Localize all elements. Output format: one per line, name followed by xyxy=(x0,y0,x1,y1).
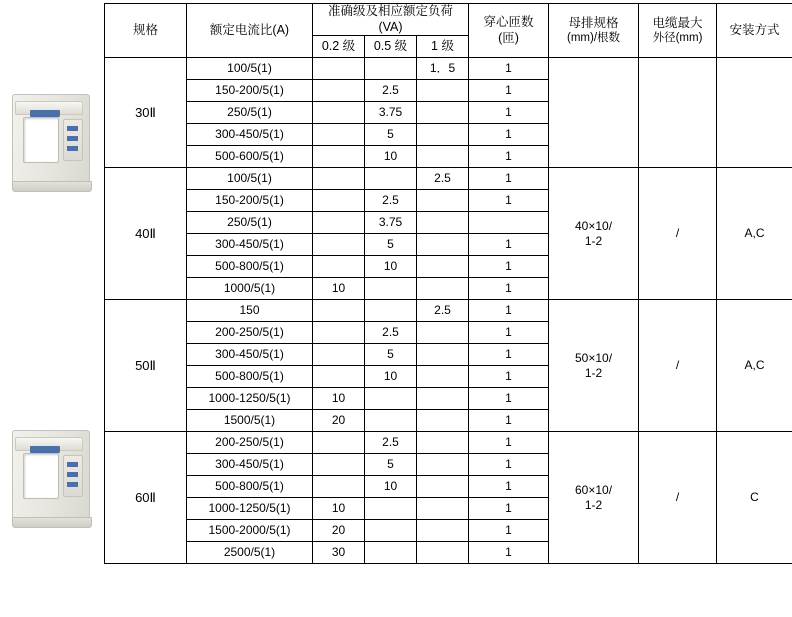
header-class-05: 0.5 级 xyxy=(365,36,417,58)
transformer-base xyxy=(12,181,92,192)
cell-turns: 1 xyxy=(469,542,549,564)
cell-class-1 xyxy=(417,256,469,278)
cell-class-05: 3.75 xyxy=(365,212,417,234)
cell-class-05 xyxy=(365,58,417,80)
table-row xyxy=(105,168,792,190)
cell-turns: 1 xyxy=(469,146,549,168)
header-cable-unit: 外径(mm) xyxy=(652,32,703,45)
cell-class-1 xyxy=(417,212,469,234)
cell-class-1 xyxy=(417,278,469,300)
cell-turns: 1 xyxy=(469,410,549,432)
cell-class-05: 2.5 xyxy=(365,190,417,212)
cell-ratio: 1000-1250/5(1) xyxy=(187,498,313,520)
cell-class-05 xyxy=(365,300,417,322)
terminal-screw xyxy=(67,136,78,141)
transformer-terminal-block xyxy=(63,455,83,497)
cell-busbar xyxy=(549,58,639,168)
cell-class-02 xyxy=(313,454,365,476)
cell-class-02 xyxy=(313,124,365,146)
transformer-body xyxy=(12,94,90,184)
cell-turns: 1 xyxy=(469,102,549,124)
terminal-screw xyxy=(67,146,78,151)
cell-class-02 xyxy=(313,344,365,366)
transformer-window xyxy=(23,117,59,163)
cell-class-1 xyxy=(417,344,469,366)
cell-ratio: 100/5(1) xyxy=(187,58,313,80)
cell-class-02: 20 xyxy=(313,410,365,432)
cell-class-02: 30 xyxy=(313,542,365,564)
cell-ratio: 200-250/5(1) xyxy=(187,322,313,344)
cell-turns: 1 xyxy=(469,278,549,300)
cell-turns: 1 xyxy=(469,454,549,476)
cell-class-05: 5 xyxy=(365,234,417,256)
cell-turns: 1 xyxy=(469,366,549,388)
cell-ratio: 200-250/5(1) xyxy=(187,432,313,454)
cell-class-05: 10 xyxy=(365,476,417,498)
cell-cable: / xyxy=(639,168,717,300)
cell-mount: C xyxy=(717,432,792,564)
cell-ratio: 1500-2000/5(1) xyxy=(187,520,313,542)
cell-class-05 xyxy=(365,520,417,542)
header-accuracy-unit: (VA) xyxy=(378,19,403,34)
table-row xyxy=(105,300,792,322)
header-cable xyxy=(639,4,717,58)
cell-ratio: 300-450/5(1) xyxy=(187,234,313,256)
table-header xyxy=(105,4,792,58)
cell-turns: 1 xyxy=(469,498,549,520)
header-spec: 规格 xyxy=(105,4,187,58)
header-busbar-title: 母排规格 xyxy=(568,15,619,30)
table-row xyxy=(105,58,792,80)
header-turns-unit: (匝) xyxy=(498,30,519,45)
cell-class-1 xyxy=(417,190,469,212)
cell-class-1 xyxy=(417,322,469,344)
cell-mount: A,C xyxy=(717,300,792,432)
transformer-top-bar xyxy=(15,101,83,115)
cell-class-05 xyxy=(365,542,417,564)
header-cable-title: 电缆最大 xyxy=(652,15,703,30)
cell-turns: 1 xyxy=(469,476,549,498)
cell-class-02 xyxy=(313,322,365,344)
current-transformer-photo xyxy=(8,414,94,526)
cell-turns: 1 xyxy=(469,234,549,256)
cell-class-1 xyxy=(417,454,469,476)
cell-mount xyxy=(717,58,792,168)
cell-ratio: 300-450/5(1) xyxy=(187,124,313,146)
cell-class-05 xyxy=(365,410,417,432)
busbar-count: 1-2 xyxy=(584,365,603,380)
cell-class-05: 5 xyxy=(365,124,417,146)
transformer-window xyxy=(23,453,59,499)
cell-class-02 xyxy=(313,234,365,256)
cell-class-02: 20 xyxy=(313,520,365,542)
cell-spec: 60Ⅱ xyxy=(105,432,187,564)
cell-class-05 xyxy=(365,498,417,520)
cell-ratio: 150-200/5(1) xyxy=(187,190,313,212)
cell-class-1 xyxy=(417,80,469,102)
header-turns xyxy=(469,4,549,58)
cell-class-1 xyxy=(417,146,469,168)
cell-spec: 50Ⅱ xyxy=(105,300,187,432)
cell-class-1 xyxy=(417,432,469,454)
cell-mount: A,C xyxy=(717,168,792,300)
cell-class-02 xyxy=(313,146,365,168)
cell-ratio: 250/5(1) xyxy=(187,102,313,124)
cell-class-02 xyxy=(313,476,365,498)
cell-class-02 xyxy=(313,366,365,388)
cell-class-1 xyxy=(417,542,469,564)
terminal-screw xyxy=(67,482,78,487)
cell-ratio: 1000/5(1) xyxy=(187,278,313,300)
transformer-body xyxy=(12,430,90,520)
specification-table xyxy=(104,3,792,564)
cell-turns: 1 xyxy=(469,58,549,80)
cell-class-02 xyxy=(313,212,365,234)
cell-ratio: 100/5(1) xyxy=(187,168,313,190)
cell-class-05: 10 xyxy=(365,146,417,168)
cell-class-1: 2.5 xyxy=(417,168,469,190)
transformer-top-bar xyxy=(15,437,83,451)
cell-busbar xyxy=(549,432,639,564)
cell-cable xyxy=(639,58,717,168)
cell-class-05 xyxy=(365,168,417,190)
cell-class-05 xyxy=(365,388,417,410)
cell-ratio: 1500/5(1) xyxy=(187,410,313,432)
cell-class-02: 10 xyxy=(313,278,365,300)
cell-class-05: 3.75 xyxy=(365,102,417,124)
cell-class-1 xyxy=(417,410,469,432)
cell-turns: 1 xyxy=(469,80,549,102)
busbar-size: 40×10/ xyxy=(574,218,613,233)
cell-class-02 xyxy=(313,432,365,454)
cell-busbar xyxy=(549,300,639,432)
cell-class-05: 5 xyxy=(365,344,417,366)
cell-ratio: 500-800/5(1) xyxy=(187,366,313,388)
cell-ratio: 2500/5(1) xyxy=(187,542,313,564)
cell-ratio: 300-450/5(1) xyxy=(187,454,313,476)
cell-ratio: 250/5(1) xyxy=(187,212,313,234)
cell-turns: 1 xyxy=(469,344,549,366)
transformer-nameplate xyxy=(30,110,60,117)
cell-turns: 1 xyxy=(469,520,549,542)
cell-cable: / xyxy=(639,432,717,564)
header-busbar xyxy=(549,4,639,58)
cell-class-02 xyxy=(313,190,365,212)
cell-class-02: 10 xyxy=(313,498,365,520)
cell-class-02 xyxy=(313,80,365,102)
header-ratio: 额定电流比(A) xyxy=(187,4,313,58)
cell-turns: 1 xyxy=(469,190,549,212)
cell-class-02 xyxy=(313,102,365,124)
cell-class-02 xyxy=(313,256,365,278)
cell-class-1 xyxy=(417,476,469,498)
cell-turns: 1 xyxy=(469,322,549,344)
cell-class-1: 1．5 xyxy=(417,58,469,80)
cell-spec: 40Ⅱ xyxy=(105,168,187,300)
cell-ratio: 150 xyxy=(187,300,313,322)
header-turns-title: 穿心匝数 xyxy=(483,15,534,29)
table-body xyxy=(105,58,792,564)
terminal-screw xyxy=(67,462,78,467)
cell-class-1 xyxy=(417,102,469,124)
cell-class-1 xyxy=(417,520,469,542)
cell-class-05: 2.5 xyxy=(365,80,417,102)
cell-ratio: 500-800/5(1) xyxy=(187,476,313,498)
transformer-base xyxy=(12,517,92,528)
header-class-02: 0.2 级 xyxy=(313,36,365,58)
cell-class-1: 2.5 xyxy=(417,300,469,322)
cell-ratio: 1000-1250/5(1) xyxy=(187,388,313,410)
cell-turns xyxy=(469,212,549,234)
transformer-terminal-block xyxy=(63,119,83,161)
cell-class-02 xyxy=(313,58,365,80)
cell-spec: 30Ⅱ xyxy=(105,58,187,168)
cell-turns: 1 xyxy=(469,388,549,410)
terminal-screw xyxy=(67,472,78,477)
cell-turns: 1 xyxy=(469,432,549,454)
product-images-column xyxy=(0,0,104,617)
cell-ratio: 500-800/5(1) xyxy=(187,256,313,278)
cell-class-1 xyxy=(417,124,469,146)
cell-ratio: 500-600/5(1) xyxy=(187,146,313,168)
cell-cable: / xyxy=(639,300,717,432)
cell-class-1 xyxy=(417,388,469,410)
header-accuracy-title: 准确级及相应额定负荷 xyxy=(328,4,454,18)
cell-turns: 1 xyxy=(469,300,549,322)
cell-class-05 xyxy=(365,278,417,300)
cell-class-02: 10 xyxy=(313,388,365,410)
table-row xyxy=(105,432,792,454)
cell-turns: 1 xyxy=(469,168,549,190)
cell-class-05: 5 xyxy=(365,454,417,476)
terminal-screw xyxy=(67,126,78,131)
cell-busbar xyxy=(549,168,639,300)
cell-class-05: 10 xyxy=(365,366,417,388)
cell-turns: 1 xyxy=(469,256,549,278)
header-accuracy-group xyxy=(313,4,469,36)
cell-ratio: 150-200/5(1) xyxy=(187,80,313,102)
cell-ratio: 300-450/5(1) xyxy=(187,344,313,366)
busbar-count: 1-2 xyxy=(584,233,603,248)
cell-class-1 xyxy=(417,366,469,388)
cell-class-05: 10 xyxy=(365,256,417,278)
cell-class-05: 2.5 xyxy=(365,432,417,454)
header-row-1 xyxy=(105,4,792,36)
header-class-1: 1 级 xyxy=(417,36,469,58)
cell-class-1 xyxy=(417,498,469,520)
transformer-nameplate xyxy=(30,446,60,453)
header-busbar-unit: (mm)/根数 xyxy=(567,32,621,45)
busbar-count: 1-2 xyxy=(584,497,603,512)
busbar-size: 60×10/ xyxy=(574,482,613,497)
cell-class-05: 2.5 xyxy=(365,322,417,344)
cell-turns: 1 xyxy=(469,124,549,146)
cell-class-02 xyxy=(313,300,365,322)
cell-class-02 xyxy=(313,168,365,190)
current-transformer-photo xyxy=(8,78,94,190)
header-mount: 安装方式 xyxy=(717,4,792,58)
cell-class-1 xyxy=(417,234,469,256)
busbar-size: 50×10/ xyxy=(574,350,613,365)
